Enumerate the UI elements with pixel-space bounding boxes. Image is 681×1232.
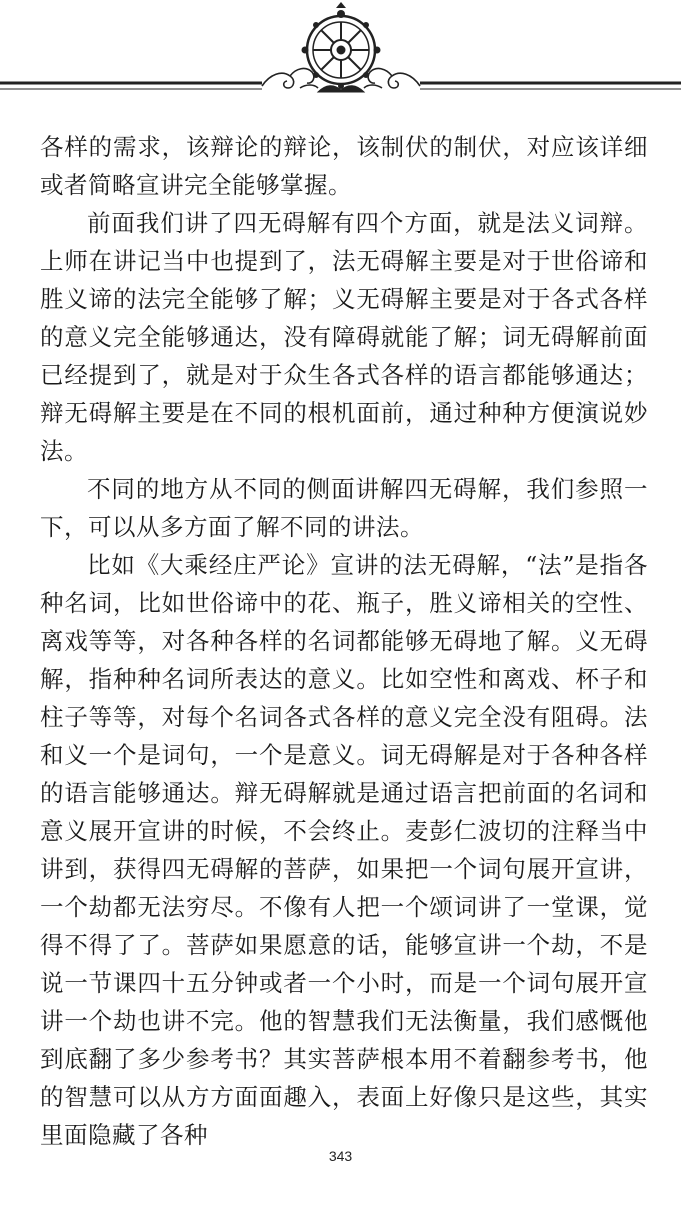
page-number: 343 xyxy=(328,1148,353,1164)
left-cloud-scroll xyxy=(262,69,318,88)
body-paragraph-1: 各样的需求，该辩论的辩论，该制伏的制伏，对应该详细或者简略宣讲完全能够掌握。 xyxy=(40,133,648,199)
body-paragraph-4: 比如《大乘经庄严论》宣讲的法无碍解，“法”是指各种名词，比如世俗谛中的花、瓶子，胜义谛相关的空性、离戏等等，对各种各样的名词都能够无碍地了解。义无碍解，指种种名词所表达的意义。比如空性和离戏、杯子和柱子等等，对每个名词各式各样的意义完全没有阻碍。法和义一个是词句，一个是意义。词无碍解是对于各种各样的语言能够通达。辩无碍解就是通过语言把前面的名词和意义展开宣讲的时候，不会终止。麦彭仁波切的注释当中讲到，获得四无碍解的菩萨，如果把一个词句展开宣讲，一个劫都无法穷尽。不像有人把一个颂词讲了一堂课，觉得不得了了。菩萨如果愿意的话，能够宣讲一个劫，不是说一节课四十五分钟或者一个小时，而是一个词句展开宣讲一个劫也讲不完。他的智慧我们无法衡量，我们感慨他到底翻了多少参考书？其实菩萨根本用不着翻参考书，他的智慧可以从方方面面趣入，表面上好像只是这些，其实里面隐藏了各种 xyxy=(40,551,648,1149)
right-cloud-scroll xyxy=(364,69,420,88)
body-paragraph-2: 前面我们讲了四无碍解有四个方面，就是法义词辩。上师在讲记当中也提到了，法无碍解主要是对于世俗谛和胜义谛的法完全能够了解；义无碍解主要是对于各式各样的意义完全能够通达，没有障碍就能了解；词无碍解前面已经提到了，就是对于众生各式各样的语言都能够通达；辩无碍解主要是在不同的根机面前，通过种种方便演说妙法。 xyxy=(40,209,648,465)
body-paragraph-3: 不同的地方从不同的侧面讲解四无碍解，我们参照一下，可以从多方面了解不同的讲法。 xyxy=(40,475,648,541)
page-header-ornament xyxy=(0,0,681,110)
dharma-wheel-icon xyxy=(302,2,381,89)
page-body xyxy=(40,128,648,1154)
